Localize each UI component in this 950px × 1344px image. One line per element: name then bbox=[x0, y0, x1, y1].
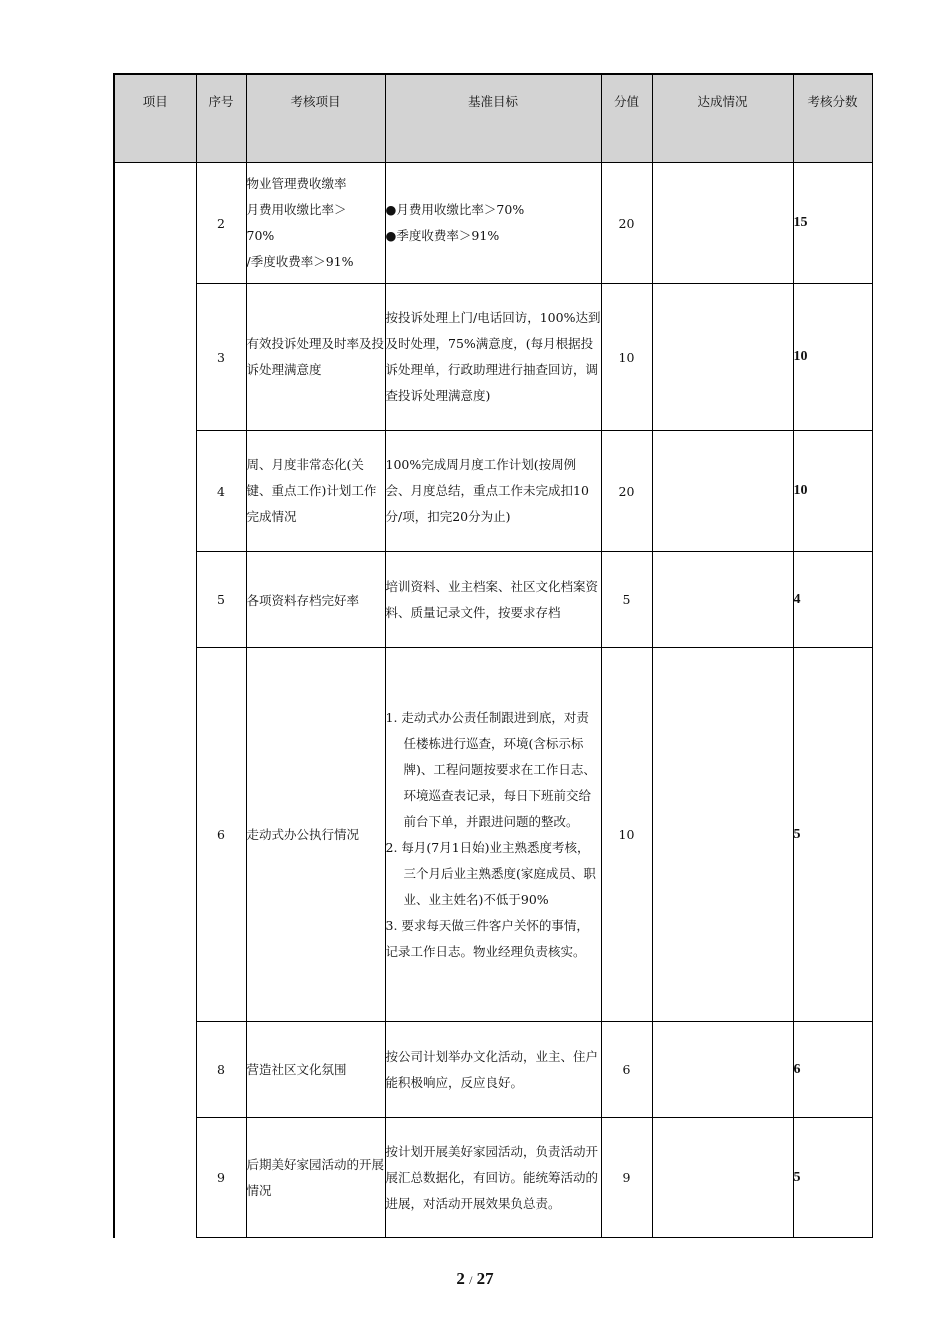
score-cell: 5 bbox=[793, 1118, 872, 1238]
score-cell: 10 bbox=[793, 431, 872, 552]
target-cell: 100%完成周月度工作计划(按周例会、月度总结，重点工作未完成扣10分/项，扣完20分为止) bbox=[385, 431, 601, 552]
score-cell: 10 bbox=[793, 284, 872, 431]
item-cell bbox=[246, 163, 385, 284]
item-line: 月费用收缴比率＞ bbox=[246, 202, 347, 217]
seq-cell: 4 bbox=[196, 431, 246, 552]
seq-cell: 3 bbox=[196, 284, 246, 431]
achievement-cell bbox=[652, 648, 793, 1022]
table-row bbox=[114, 552, 872, 648]
target-cell bbox=[385, 648, 601, 1022]
item-line: 70% bbox=[246, 228, 275, 243]
target-cell: 按公司计划举办文化活动，业主、住户能积极响应，反应良好。 bbox=[385, 1022, 601, 1118]
score-cell: 15 bbox=[793, 163, 872, 284]
item-line: 物业管理费收缴率 bbox=[246, 176, 347, 191]
achievement-cell bbox=[652, 431, 793, 552]
table-row bbox=[114, 284, 872, 431]
points-cell: 5 bbox=[601, 552, 652, 648]
score-cell: 4 bbox=[793, 552, 872, 648]
item-cell: 走动式办公执行情况 bbox=[246, 648, 385, 1022]
seq-cell: 2 bbox=[196, 163, 246, 284]
header-points: 分值 bbox=[601, 74, 652, 163]
header-seq: 序号 bbox=[196, 74, 246, 163]
page-number bbox=[0, 1269, 950, 1289]
assessment-table bbox=[113, 73, 873, 1238]
header-item: 考核项目 bbox=[246, 74, 385, 163]
table-row bbox=[114, 1118, 872, 1238]
header-achievement: 达成情况 bbox=[652, 74, 793, 163]
table-row bbox=[114, 163, 872, 284]
header-project: 项目 bbox=[114, 74, 196, 163]
target-step: 3. 要求每天做三件客户关怀的事情，记录工作日志。物业经理负责核实。 bbox=[385, 917, 589, 959]
achievement-cell bbox=[652, 284, 793, 431]
page-separator: / bbox=[469, 1273, 473, 1287]
seq-cell: 8 bbox=[196, 1022, 246, 1118]
table-row bbox=[114, 431, 872, 552]
achievement-cell bbox=[652, 552, 793, 648]
achievement-cell bbox=[652, 1022, 793, 1118]
target-cell: 按计划开展美好家园活动，负责活动开展汇总数据化，有回访。能统筹活动的进展，对活动开展效果负总责。 bbox=[385, 1118, 601, 1238]
target-line: ●月费用收缴比率＞70% bbox=[385, 202, 525, 217]
score-cell: 6 bbox=[793, 1022, 872, 1118]
seq-cell: 6 bbox=[196, 648, 246, 1022]
header-score: 考核分数 bbox=[793, 74, 872, 163]
item-cell: 周、月度非常态化(关键、重点工作)计划工作完成情况 bbox=[246, 431, 385, 552]
points-cell: 20 bbox=[601, 163, 652, 284]
points-cell: 9 bbox=[601, 1118, 652, 1238]
page-current: 2 bbox=[456, 1269, 465, 1288]
seq-cell: 9 bbox=[196, 1118, 246, 1238]
project-cell bbox=[114, 163, 196, 1238]
achievement-cell bbox=[652, 163, 793, 284]
points-cell: 6 bbox=[601, 1022, 652, 1118]
target-steps bbox=[386, 705, 601, 965]
header-target: 基准目标 bbox=[385, 74, 601, 163]
achievement-cell bbox=[652, 1118, 793, 1238]
item-cell: 营造社区文化氛围 bbox=[246, 1022, 385, 1118]
points-cell: 10 bbox=[601, 284, 652, 431]
table-row bbox=[114, 648, 872, 1022]
item-cell: 有效投诉处理及时率及投诉处理满意度 bbox=[246, 284, 385, 431]
item-line: /季度收费率＞91% bbox=[246, 254, 354, 269]
points-cell: 20 bbox=[601, 431, 652, 552]
item-cell: 后期美好家园活动的开展情况 bbox=[246, 1118, 385, 1238]
target-cell: 培训资料、业主档案、社区文化档案资料、质量记录文件，按要求存档 bbox=[385, 552, 601, 648]
score-cell: 5 bbox=[793, 648, 872, 1022]
target-step: 1. 走动式办公责任制跟进到底，对责任楼栋进行巡查，环境(含标示标牌)、工程问题按要求在工作日志、环境巡查表记录，每日下班前交给前台下单，并跟进问题的整改。 bbox=[385, 709, 596, 829]
target-step: 2. 每月(7月1日始)业主熟悉度考核，三个月后业主熟悉度(家庭成员、职业、业主姓名)不低于90% bbox=[385, 839, 596, 907]
header-row bbox=[114, 74, 872, 163]
target-cell bbox=[385, 163, 601, 284]
target-line: ●季度收费率＞91% bbox=[385, 228, 500, 243]
table-row bbox=[114, 1022, 872, 1118]
seq-cell: 5 bbox=[196, 552, 246, 648]
target-cell: 按投诉处理上门/电话回访，100%达到及时处理，75%满意度，(每月根据投诉处理单，行政助理进行抽查回访，调查投诉处理满意度) bbox=[385, 284, 601, 431]
item-cell: 各项资料存档完好率 bbox=[246, 552, 385, 648]
points-cell: 10 bbox=[601, 648, 652, 1022]
page-total: 27 bbox=[476, 1269, 494, 1288]
